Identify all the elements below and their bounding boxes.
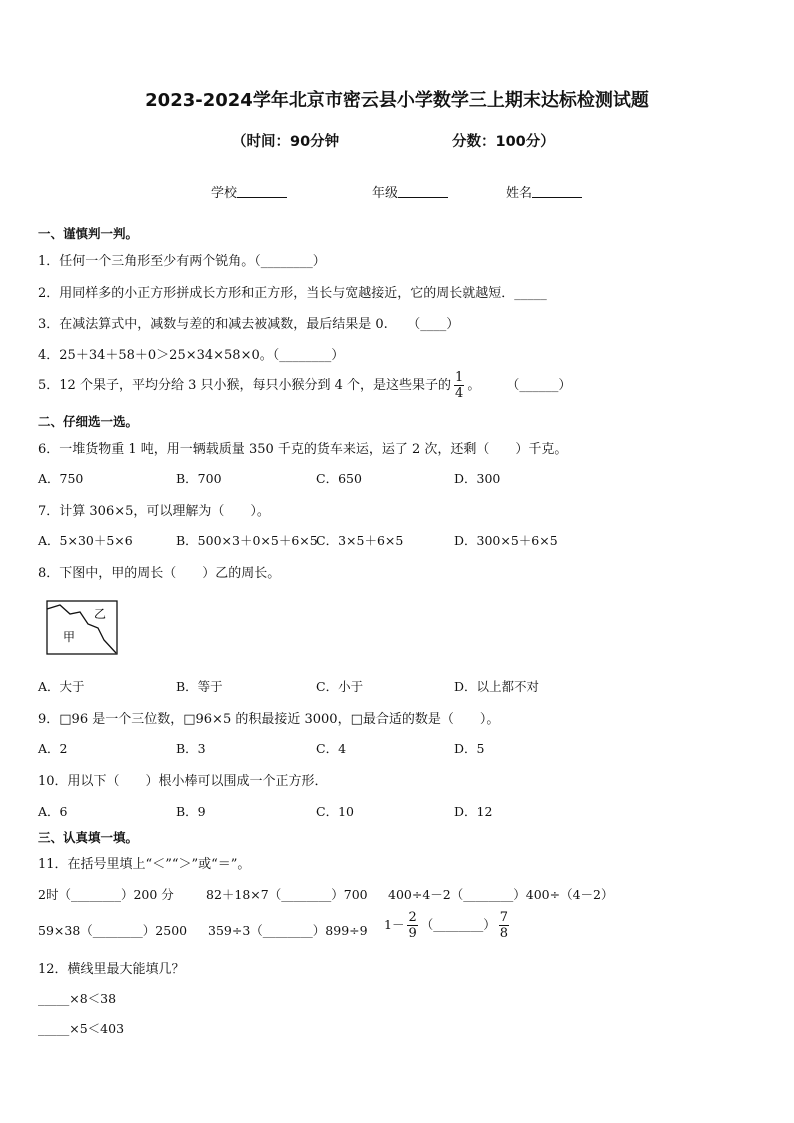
option-a: A．750 — [38, 471, 84, 486]
option-c: C．4 — [316, 741, 347, 756]
compare-item: 82＋18×7（________）700 — [206, 887, 368, 902]
figure-label-yi: 乙 — [94, 607, 107, 621]
option-c: C．650 — [316, 471, 362, 486]
question-12: 12．横线里最大能填几？ — [38, 962, 185, 977]
name-field — [506, 182, 582, 201]
question-8: 8．下图中，甲的周长（ ）乙的周长。 — [38, 566, 281, 581]
fraction: $\frac{7}{8}$ — [499, 910, 509, 941]
option-b: B．500×3＋0×5＋6×5 — [176, 533, 318, 548]
name-blank — [532, 185, 582, 198]
section-heading-2: 二、仔细选一选。 — [38, 414, 139, 429]
page-title: 2023-2024学年北京市密云县小学数学三上期末达标检测试题 — [145, 90, 649, 111]
grade-label: 年级 — [372, 186, 399, 201]
question-12-item-a: _____×8＜38 — [38, 991, 117, 1006]
compare-item: 359÷3（________）899÷9 — [208, 923, 368, 938]
question-5-blank: 。 （______） — [467, 378, 572, 393]
compare-item: 2时（________）200 分 — [38, 887, 174, 902]
grade-field — [372, 182, 448, 201]
option-d: D．以上都不对 — [454, 679, 540, 694]
compare-item: 1－ $\frac{2}{9}$ （________） $\frac{7}{8}$ — [384, 910, 509, 941]
compare-item: 59×38（________）2500 — [38, 923, 188, 938]
exam-score: 分数：100分） — [452, 134, 555, 150]
question-11: 11．在括号里填上“＜”“＞”或“＝”。 — [38, 857, 251, 872]
fraction: $\frac{2}{9}$ — [408, 910, 417, 941]
question-3: 3．在减法算式中，减数与差的和减去被减数，最后结果是 0. （____） — [38, 317, 460, 332]
figure-label-jia: 甲 — [63, 630, 76, 644]
compare-item: 400÷4－2（________）400÷（4－2） — [388, 887, 614, 902]
option-b: B．700 — [176, 471, 222, 486]
option-c: C．小于 — [316, 679, 364, 694]
option-a: A．2 — [38, 741, 68, 756]
option-c: C．10 — [316, 804, 354, 819]
school-blank — [237, 185, 287, 198]
grade-blank — [398, 185, 448, 198]
school-field — [211, 182, 287, 201]
question-7: 7．计算 306×5，可以理解为（ ）。 — [38, 504, 270, 519]
option-a: A．大于 — [38, 679, 85, 694]
question-10: 10．用以下（ ）根小棒可以围成一个正方形． — [38, 774, 328, 789]
name-label: 姓名 — [506, 186, 533, 201]
question-9: 9．□96 是一个三位数，□96×5 的积最接近 3000，□最合适的数是（ ）。 — [38, 712, 500, 727]
option-a: A．6 — [38, 804, 68, 819]
question-4: 4．25＋34＋58＋0＞25×34×58×0。（________） — [38, 348, 345, 363]
option-d: D．12 — [454, 804, 493, 819]
question-6: 6．一堆货物重 1 吨，用一辆载质量 350 千克的货车来运，运了 2 次，还剩（ ）千克。 — [38, 442, 568, 457]
perimeter-figure — [46, 600, 120, 660]
option-d: D．300×5＋6×5 — [454, 533, 558, 548]
question-12-item-b: _____×5＜403 — [38, 1021, 125, 1036]
option-a: A．5×30＋5×6 — [38, 533, 133, 548]
option-b: B．9 — [176, 804, 206, 819]
question-5-text: 5．12 个果子，平均分给 3 只小猴，每只小猴分到 4 个，是这些果子的 — [38, 378, 452, 393]
question-1: 1．任何一个三角形至少有两个锐角。（________） — [38, 254, 326, 269]
option-d: D．300 — [454, 471, 501, 486]
option-d: D．5 — [454, 741, 485, 756]
option-c: C．3×5＋6×5 — [316, 533, 404, 548]
option-b: B．3 — [176, 741, 206, 756]
option-b: B．等于 — [176, 679, 223, 694]
exam-time: （时间：90分钟 — [232, 134, 340, 150]
question-2: 2．用同样多的小正方形拼成长方形和正方形，当长与宽越接近，它的周长就越短．_____ — [38, 286, 547, 301]
section-heading-3: 三、认真填一填。 — [38, 830, 139, 845]
school-label: 学校 — [211, 186, 238, 201]
question-5 — [38, 370, 571, 401]
section-heading-1: 一、谨慎判一判。 — [38, 226, 139, 241]
fraction: $\frac{1}{4}$ — [455, 370, 464, 401]
